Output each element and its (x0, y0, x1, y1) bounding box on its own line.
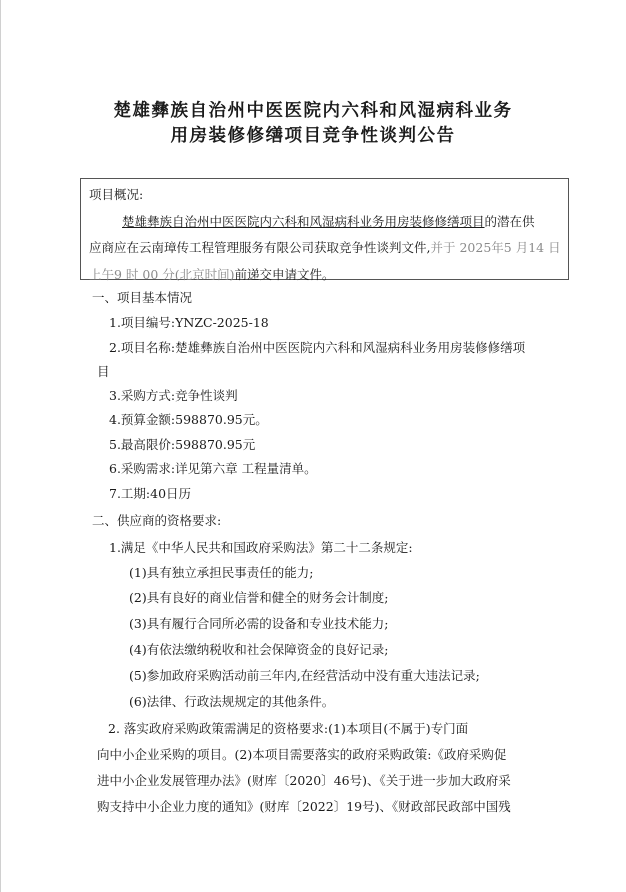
requirement-2-line-4: 购支持中小企业力度的通知》(财库〔2022〕19号)、《财政部民政部中国残 (97, 799, 511, 814)
requirement-1-intro: 1.满足《中华人民共和国政府采购法》第二十二条规定: (109, 540, 413, 555)
project-overview-box (80, 178, 569, 280)
condition-4: (4)有依法缴纳税收和社会保障资金的良好记录; (129, 642, 389, 657)
overview-line-3-rest: 前递交申请文件。 (234, 267, 335, 282)
project-name-continued: 目 (97, 364, 110, 379)
overview-deadline-date: 并于 2025年5 月14 日 (430, 240, 561, 255)
overview-deadline-time: 上午9 时 00 分(北京时间) (89, 267, 235, 282)
overview-line-1 (122, 212, 535, 230)
condition-3: (3)具有履行合同所必需的设备和专业技术能力; (129, 616, 389, 631)
overview-project-name: 楚雄彝族自治州中医医院内六科和风湿病科业务用房装修修缮项目 (122, 214, 485, 229)
procurement-method: 3.采购方式:竞争性谈判 (109, 388, 238, 403)
project-name: 2.项目名称:楚雄彝族自治州中医医院内六科和风湿病科业务用房装修修缮项 (109, 340, 526, 355)
condition-1: (1)具有独立承担民事责任的能力; (129, 565, 314, 580)
section-1-heading: 一、项目基本情况 (92, 290, 193, 305)
budget-amount: 4.预算金额:598870.95元。 (109, 412, 268, 427)
overview-line-2 (89, 238, 561, 256)
construction-period: 7.工期:40日历 (109, 486, 192, 501)
overview-heading: 项目概况: (89, 187, 144, 202)
document-title-line-1: 楚雄彝族自治州中医医院内六科和风湿病科业务 (113, 101, 513, 121)
condition-6: (6)法律、行政法规规定的其他条件。 (129, 694, 335, 709)
requirement-2-line-1: 2. 落实政府采购政策需满足的资格要求:(1)本项目(不属于)专门面 (108, 721, 469, 736)
condition-5: (5)参加政府采购活动前三年内,在经营活动中没有重大违法记录; (129, 668, 480, 683)
overview-line-1-rest: 的潜在供 (484, 214, 535, 229)
section-2-heading: 二、供应商的资格要求: (92, 513, 222, 528)
project-number: 1.项目编号:YNZC-2025-18 (109, 315, 269, 330)
overview-line-3 (89, 265, 335, 283)
requirement-2-line-2: 向中小企业采购的项目。(2)本项目需要落实的政府采购政策:《政府采购促 (97, 747, 507, 762)
overview-line-2-text: 应商应在云南璋传工程管理服务有限公司获取竞争性谈判文件, (89, 240, 431, 255)
condition-2: (2)具有良好的商业信誉和健全的财务会计制度; (129, 590, 389, 605)
requirement-2-line-3: 进中小企业发展管理办法》(财库〔2020〕46号)、《关于进一步加大政府采 (97, 773, 511, 788)
procurement-requirement: 6.采购需求:详见第六章 工程量清单。 (109, 461, 317, 476)
document-title-line-2: 用房装修修缮项目竞争性谈判公告 (170, 126, 456, 146)
max-price: 5.最高限价:598870.95元 (109, 437, 256, 452)
